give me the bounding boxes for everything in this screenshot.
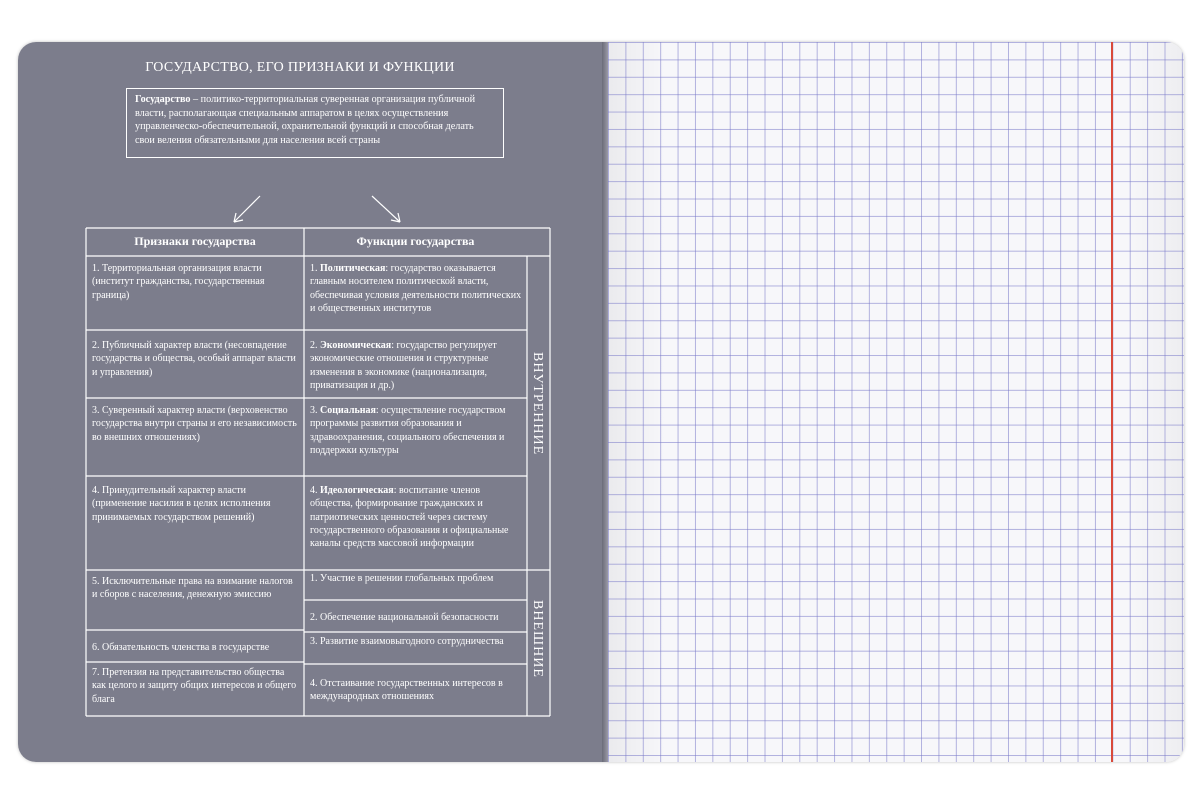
header-functions: Функции государства: [356, 234, 475, 248]
definition-text: – политико-территориальная суверенная организация публичной власти, располагающая специальным аппаратом в целях осуществления управленческо-обеспечительной, охранительной функций и способная делать свои веления обязательными для населения всей страны: [135, 94, 476, 146]
sign-4: 4. Принудительный характер власти (применение насилия в целях исполнения принимаемых государством решений): [92, 485, 271, 523]
function-internal-1: 1. Политическая: государство оказывается главным носителем политической власти, обеспечивая условия деятельности политических и общественных институтов: [310, 263, 522, 314]
function-internal-4: 4. Идеологическая: воспитание членов общества, формирование гражданских и патриотических ценностей через систему государственного образования и официальные каналы средств массовой информации: [310, 485, 509, 550]
function-external-4: 4. Отстаивание государственных интересов в международных отношениях: [310, 678, 503, 703]
sign-3: 3. Суверенный характер власти (верховенство государства внутри страны и его независимость во внешних отношениях): [92, 405, 297, 443]
label-internal: ВНУТРЕННИЕ: [530, 352, 545, 456]
sign-1: 1. Территориальная организация власти (институт гражданства, государственная граница): [92, 263, 265, 301]
definition-term: Государство: [135, 94, 191, 105]
function-external-1: 1. Участие в решении глобальных проблем: [310, 573, 494, 584]
function-internal-3: 3. Социальная: осуществление государством программы развития образования и здравоохранения, социального обеспечения и поддержки культуры: [310, 405, 506, 456]
page-title: ГОСУДАРСТВО, ЕГО ПРИЗНАКИ И ФУНКЦИИ: [145, 60, 455, 75]
header-signs: Признаки государства: [134, 234, 256, 248]
function-external-2: 2. Обеспечение национальной безопасности: [310, 612, 499, 623]
label-external: ВНЕШНИЕ: [530, 600, 545, 678]
sign-5: 5. Исключительные права на взимание налогов и сборов с населения, денежную эмиссию: [92, 576, 293, 601]
sign-2: 2. Публичный характер власти (несовпадение государства и общества, особый аппарат власти и управления): [92, 340, 296, 378]
sign-6: 6. Обязательность членства в государстве: [92, 642, 270, 653]
sign-7: 7. Претензия на представительство общества как целого и защиту общих интересов и общего блага: [92, 667, 297, 705]
function-external-3: 3. Развитие взаимовыгодного сотрудничества: [310, 636, 504, 647]
function-internal-2: 2. Экономическая: государство регулирует экономические отношения и структурные изменения в экономике (национализация, приватизация и др.): [310, 340, 497, 391]
